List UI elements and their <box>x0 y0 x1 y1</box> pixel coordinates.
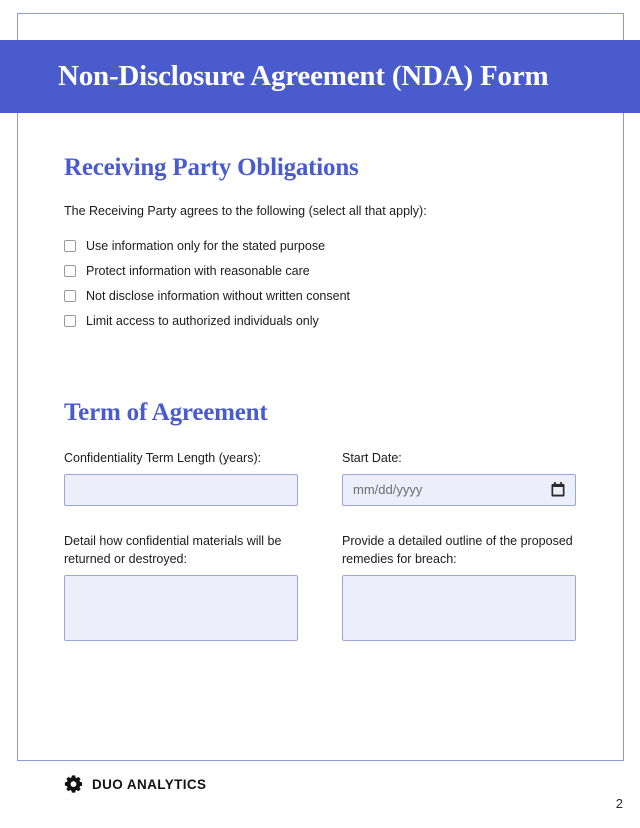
return-destroy-label: Detail how confidential materials will be returned or destroyed: <box>64 533 282 566</box>
section-term-of-agreement <box>0 334 640 641</box>
field-return-destroy <box>64 532 298 641</box>
page-footer <box>0 770 640 828</box>
gear-icon <box>64 775 83 794</box>
calendar-icon[interactable] <box>551 482 565 497</box>
section-receiving-party-obligations <box>0 113 640 334</box>
checkbox-protect-information[interactable] <box>64 265 76 277</box>
page-title: Non-Disclosure Agreement (NDA) Form <box>58 60 549 92</box>
field-start-date <box>342 449 576 506</box>
start-date-placeholder: mm/dd/yyyy <box>353 482 423 498</box>
checkbox-label: Use information only for the stated purpose <box>86 239 326 253</box>
form-content <box>0 113 640 641</box>
term-heading: Term of Agreement <box>64 398 268 426</box>
checkbox-use-information[interactable] <box>64 240 76 252</box>
checkbox-limit-access[interactable] <box>64 315 76 327</box>
obligations-intro-text: The Receiving Party agrees to the following (select all that apply): <box>64 204 427 218</box>
field-term-length <box>64 449 298 506</box>
start-date-input[interactable] <box>342 474 576 506</box>
list-item[interactable] <box>64 309 576 334</box>
obligations-heading: Receiving Party Obligations <box>64 154 359 181</box>
checkbox-label: Limit access to authorized individuals only <box>86 314 319 328</box>
start-date-label: Start Date: <box>342 450 402 465</box>
obligations-checkbox-list <box>64 234 576 334</box>
checkbox-not-disclose-information[interactable] <box>64 290 76 302</box>
remedies-textarea[interactable] <box>342 575 576 641</box>
list-item[interactable] <box>64 284 576 309</box>
term-length-label: Confidentiality Term Length (years): <box>64 450 262 465</box>
term-fields-row-1 <box>64 449 576 506</box>
term-fields-row-2 <box>64 532 576 641</box>
remedies-label: Provide a detailed outline of the proposed remedies for breach: <box>342 533 573 566</box>
field-remedies <box>342 532 576 641</box>
checkbox-label: Not disclose information without written consent <box>86 289 351 303</box>
return-destroy-textarea[interactable] <box>64 575 298 641</box>
checkbox-label: Protect information with reasonable care <box>86 264 310 278</box>
term-length-input[interactable] <box>64 474 298 506</box>
header-banner <box>0 40 640 113</box>
brand-name: DUO ANALYTICS <box>92 777 207 792</box>
page-number: 2 <box>615 796 623 811</box>
list-item[interactable] <box>64 259 576 284</box>
brand-logo <box>64 775 206 794</box>
list-item[interactable] <box>64 234 576 259</box>
